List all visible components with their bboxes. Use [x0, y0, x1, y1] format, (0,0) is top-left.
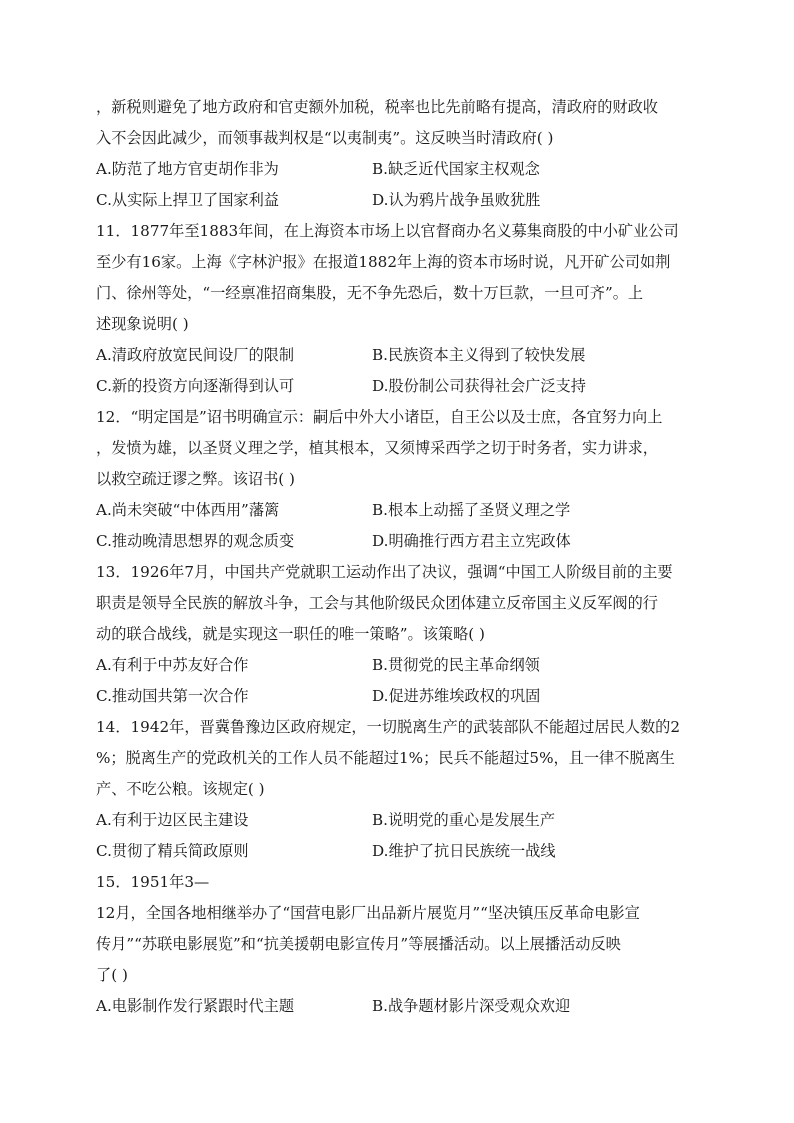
- question-11-option-c[interactable]: C.新的投资方向逐渐得到认可: [96, 377, 295, 395]
- question-14-option-b[interactable]: B.说明党的重心是发展生产: [372, 811, 556, 829]
- question-14-option-d[interactable]: D.维护了抗日民族统一战线: [372, 842, 556, 860]
- question-11-option-d[interactable]: D.股份制公司获得社会广泛支持: [372, 377, 586, 395]
- question-12-line-3: 以救空疏迂谬之弊。该诏书( ): [96, 470, 295, 488]
- question-15-option-a[interactable]: A.电影制作发行紧跟时代主题: [96, 997, 295, 1015]
- question-11-line-3: 门、徐州等处，“一经禀准招商集股，无不争先恐后，数十万巨款，一旦可齐”。上: [96, 284, 644, 302]
- question-11-line-1: 11．1877年至1883年间，在上海资本市场上以官督商办名义募集商股的中小矿业公司: [96, 222, 679, 240]
- question-11-option-a[interactable]: A.清政府放宽民间设厂的限制: [96, 346, 295, 364]
- question-14-option-c[interactable]: C.贯彻了精兵简政原则: [96, 842, 249, 860]
- question-13-line-3: 动的联合战线，就是实现这一职任的唯一策略”。该策略( ): [96, 625, 485, 643]
- question-10-line-1: ，新税则避免了地方政府和官吏额外加税，税率也比先前略有提高，清政府的财政收: [96, 98, 658, 116]
- question-15-line-1: 15．1951年3—: [96, 873, 210, 891]
- question-15-line-2: 12月，全国各地相继举办了“国营电影厂出品新片展览月”“坚决镇压反革命电影宣: [96, 904, 640, 922]
- question-10-line-2: 入不会因此减少，而领事裁判权是“以夷制夷”。这反映当时清政府( ): [96, 129, 554, 147]
- question-12-option-b[interactable]: B.根本上动摇了圣贤义理之学: [372, 501, 571, 519]
- question-14-line-2: %；脱离生产的党政机关的工作人员不能超过1%；民兵不能超过5%，且一律不脱离生: [96, 749, 675, 767]
- question-13-line-2: 职责是领导全民族的解放斗争，工会与其他阶级民众团体建立反帝国主义反军阀的行: [96, 594, 658, 612]
- question-14-line-3: 产、不吃公粮。该规定( ): [96, 780, 265, 798]
- question-13-option-a[interactable]: A.有利于中苏友好合作: [96, 656, 249, 674]
- question-11-line-2: 至少有16家。上海《字林沪报》在报道1882年上海的资本市场时说，凡开矿公司如荆: [96, 253, 671, 271]
- question-14-line-1: 14．1942年，晋冀鲁豫边区政府规定，一切脱离生产的武装部队不能超过居民人数的2: [96, 718, 681, 736]
- question-12-line-2: ，发愤为雄，以圣贤义理之学，植其根本，又须博采西学之切于时务者，实力讲求，: [96, 439, 658, 457]
- question-10-option-b[interactable]: B.缺乏近代国家主权观念: [372, 160, 540, 178]
- question-12-option-a[interactable]: A.尚未突破“中体西用”藩篱: [96, 501, 280, 519]
- question-15-line-4: 了( ): [96, 966, 128, 984]
- question-12-line-1: 12．“明定国是”诏书明确宣示：嗣后中外大小诸臣，自王公以及士庶，各宜努力向上: [96, 408, 663, 426]
- question-10-option-d[interactable]: D.认为鸦片战争虽败犹胜: [372, 191, 541, 209]
- question-13-option-d[interactable]: D.促进苏维埃政权的巩固: [372, 687, 541, 705]
- question-13-line-1: 13．1926年7月，中国共产党就职工运动作出了决议，强调“中国工人阶级目前的主要: [96, 563, 673, 581]
- question-11-line-4: 述现象说明( ): [96, 315, 189, 333]
- question-13-option-b[interactable]: B.贯彻党的民主革命纲领: [372, 656, 540, 674]
- question-15-line-3: 传月”“苏联电影展览”和“抗美援朝电影宣传月”等展播活动。以上展播活动反映: [96, 935, 621, 953]
- question-11-option-b[interactable]: B.民族资本主义得到了较快发展: [372, 346, 586, 364]
- question-12-option-c[interactable]: C.推动晚清思想界的观念质变: [96, 532, 295, 550]
- question-10-option-c[interactable]: C.从实际上捍卫了国家利益: [96, 191, 279, 209]
- question-14-option-a[interactable]: A.有利于边区民主建设: [96, 811, 249, 829]
- question-15-option-b[interactable]: B.战争题材影片深受观众欢迎: [372, 997, 571, 1015]
- question-12-option-d[interactable]: D.明确推行西方君主立宪政体: [372, 532, 571, 550]
- question-13-option-c[interactable]: C.推动国共第一次合作: [96, 687, 249, 705]
- question-10-option-a[interactable]: A.防范了地方官吏胡作非为: [96, 160, 279, 178]
